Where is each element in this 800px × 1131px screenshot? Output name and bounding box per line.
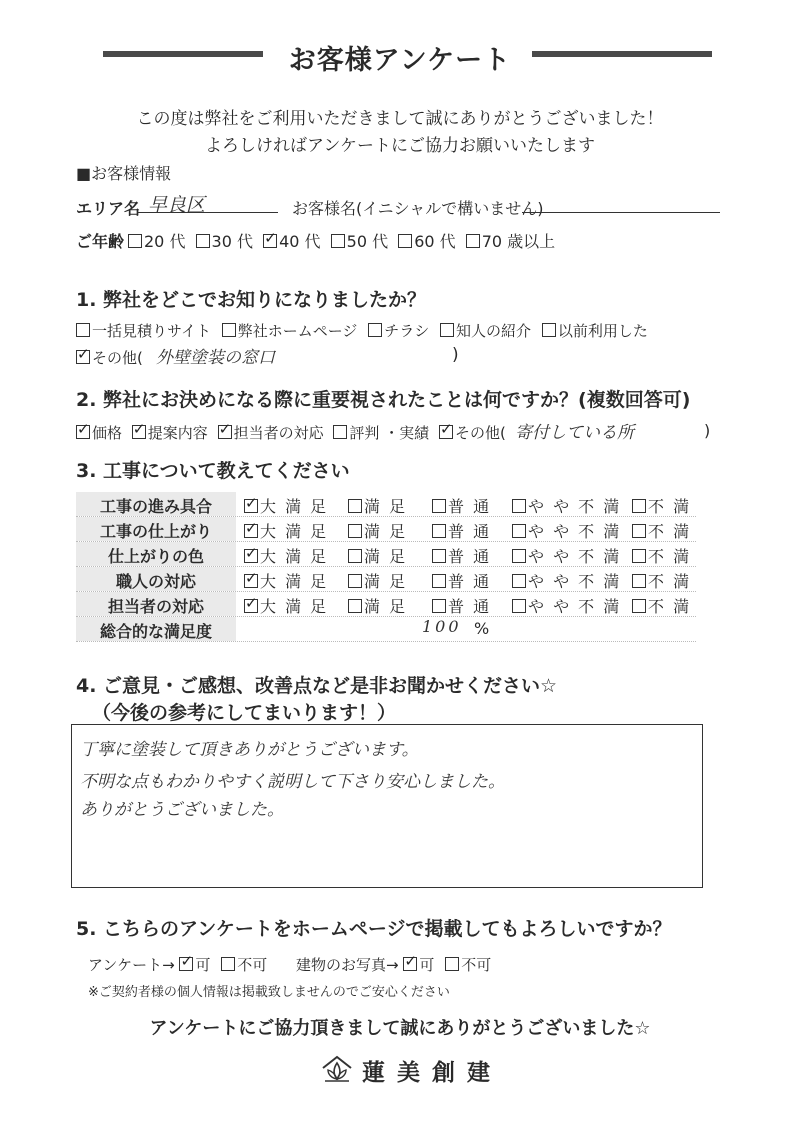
q1-option[interactable]: 以前利用した	[542, 322, 648, 340]
q5-heading: 5. こちらのアンケートをホームページで掲載してもよろしいですか？	[76, 918, 672, 940]
q1-options	[76, 320, 648, 341]
name-label: お客様名(イニシャルで構いません)	[292, 199, 544, 218]
age-options	[128, 229, 555, 252]
age-option[interactable]: 30 代	[196, 232, 253, 251]
q2-heading: 2. 弊社にお決めになる際に重要視されたことは何ですか？(複数回答可)	[76, 389, 691, 411]
rating-row-label: 仕上がりの色	[107, 547, 204, 566]
photo-no-option[interactable]: 不可	[445, 956, 491, 974]
rating-checkbox[interactable]	[632, 499, 646, 513]
survey-publish-label: アンケート→	[88, 956, 175, 974]
rating-option[interactable]: 普 通	[432, 494, 491, 517]
rating-checkbox[interactable]	[632, 574, 646, 588]
rating-row	[76, 567, 696, 591]
rating-option[interactable]: 満 足	[348, 544, 407, 567]
q2-other-close: )	[704, 421, 711, 440]
rating-row-label: 工事の進み具合	[99, 497, 212, 516]
rating-checkbox[interactable]	[432, 499, 446, 513]
rating-row-label: 職人の対応	[115, 572, 196, 591]
rating-option[interactable]: や や 不 満	[512, 544, 621, 567]
rating-checkbox[interactable]	[244, 574, 258, 588]
rating-checkbox[interactable]	[512, 574, 526, 588]
rating-checkbox[interactable]	[244, 599, 258, 613]
q1-option[interactable]: 弊社ホームページ	[222, 322, 358, 340]
rating-checkbox[interactable]	[432, 549, 446, 563]
lotus-house-icon	[320, 1052, 354, 1086]
row-divider	[76, 641, 696, 642]
intro-line-2: よろしければアンケートにご協力お願いいたします	[205, 136, 595, 156]
rating-checkbox[interactable]	[432, 524, 446, 538]
rating-checkbox[interactable]	[348, 549, 362, 563]
q2-checkbox[interactable]	[132, 425, 146, 439]
q2-options	[76, 422, 506, 443]
q1-checkbox[interactable]	[76, 323, 90, 337]
q1-other[interactable]: ✓その他(	[76, 347, 143, 368]
age-checkbox-70[interactable]	[466, 234, 480, 248]
overall-unit: %	[474, 619, 492, 638]
comment-line: 不明な点もわかりやすく説明して下さり安心しました。	[80, 772, 505, 792]
age-label: ご年齢	[76, 232, 125, 251]
rating-checkbox[interactable]	[632, 549, 646, 563]
area-label: エリア名	[76, 199, 141, 218]
q2-option[interactable]: ✓ 提案内容	[132, 424, 208, 442]
q1-other-close: )	[452, 345, 459, 365]
q2-option[interactable]: ✓ その他(	[439, 424, 506, 442]
q2-checkbox[interactable]	[333, 425, 347, 439]
name-underline	[522, 212, 720, 213]
rating-checkbox[interactable]	[632, 599, 646, 613]
rating-option[interactable]: 不 満	[632, 544, 691, 567]
rating-row	[76, 517, 696, 541]
rating-option[interactable]: 満 足	[348, 569, 407, 592]
photo-no-checkbox[interactable]	[445, 957, 459, 971]
rating-option[interactable]: や や 不 満	[512, 569, 621, 592]
rating-row	[76, 492, 696, 516]
age-option[interactable]: 20 代	[128, 232, 185, 251]
q2-checkbox[interactable]	[218, 425, 232, 439]
rating-checkbox[interactable]	[348, 499, 362, 513]
rating-checkbox[interactable]	[348, 599, 362, 613]
overall-row	[76, 617, 696, 641]
age-checkbox-60[interactable]	[398, 234, 412, 248]
rating-option[interactable]: 普 通	[432, 544, 491, 567]
q1-other-value[interactable]: 外壁塗装の窓口	[156, 348, 275, 368]
age-option[interactable]: 60 代	[398, 232, 455, 251]
q2-option[interactable]: 評判 ・実績	[333, 424, 429, 442]
q1-checkbox[interactable]	[440, 323, 454, 337]
overall-label: 総合的な満足度	[99, 622, 212, 641]
q2-checkbox[interactable]	[76, 425, 90, 439]
rating-option[interactable]: 不 満	[632, 569, 691, 592]
rating-option[interactable]: 普 通	[432, 594, 491, 617]
age-checkbox-20[interactable]	[128, 234, 142, 248]
rating-row	[76, 542, 696, 566]
rating-option[interactable]: ✓ 大 満 足	[244, 519, 328, 542]
q2-option[interactable]: ✓価格	[76, 424, 122, 442]
q1-option[interactable]: 知人の紹介	[440, 322, 531, 340]
rating-checkbox[interactable]	[512, 499, 526, 513]
q1-other-checkbox[interactable]	[76, 350, 90, 364]
comment-line: 丁寧に塗装して頂きありがとうございます。	[80, 740, 419, 760]
q4-heading: 4. ご意見・ご感想、改善点など是非お聞かせください☆	[76, 675, 558, 697]
q4-subheading: （今後の参考にしてまいります！）	[92, 702, 397, 724]
rating-row-label: 担当者の対応	[107, 597, 204, 616]
age-checkbox-50[interactable]	[331, 234, 345, 248]
rating-checkbox[interactable]	[348, 574, 362, 588]
q2-option[interactable]: ✓ 担当者の対応	[218, 424, 324, 442]
rating-checkbox[interactable]	[244, 499, 258, 513]
rating-option[interactable]: ✓ 大 満 足	[244, 594, 328, 617]
rating-checkbox[interactable]	[632, 524, 646, 538]
closing-message: アンケートにご協力頂きまして誠にありがとうございました☆	[149, 1018, 651, 1039]
rating-checkbox[interactable]	[432, 574, 446, 588]
survey-yes-option[interactable]: ✓ 可	[179, 956, 210, 974]
customer-info-heading: ■お客様情報	[76, 164, 172, 183]
rating-option[interactable]: 満 足	[348, 594, 407, 617]
privacy-note: ※ご契約者様の個人情報は掲載致しませんのでご安心ください	[88, 985, 450, 1000]
rating-option[interactable]: 不 満	[632, 594, 691, 617]
rating-checkbox[interactable]	[512, 549, 526, 563]
area-value[interactable]: 早良区	[148, 194, 206, 216]
company-name: 蓮 美 創 建	[362, 1060, 493, 1086]
rating-row-label: 工事の仕上がり	[99, 522, 212, 541]
rating-option[interactable]: ✓ 大 満 足	[244, 569, 328, 592]
rating-row	[76, 592, 696, 616]
rating-checkbox[interactable]	[244, 524, 258, 538]
photo-publish-label: 建物のお写真→	[296, 956, 399, 974]
age-checkbox-40[interactable]	[263, 234, 277, 248]
rating-checkbox[interactable]	[432, 599, 446, 613]
rating-option[interactable]: 満 足	[348, 494, 407, 517]
rating-option[interactable]: 満 足	[348, 519, 407, 542]
q1-heading: 1. 弊社をどこでお知りになりましたか？	[76, 289, 427, 311]
survey-no-option[interactable]: 不可	[221, 956, 267, 974]
rating-option[interactable]: や や 不 満	[512, 519, 621, 542]
age-option[interactable]: 50 代	[331, 232, 388, 251]
page-title: お客様アンケート	[288, 45, 512, 76]
q1-checkbox[interactable]	[542, 323, 556, 337]
age-option[interactable]: ✓ 40 代	[263, 232, 320, 251]
area-underline	[138, 212, 278, 213]
photo-yes-option[interactable]: ✓ 可	[403, 956, 434, 974]
rating-checkbox[interactable]	[512, 599, 526, 613]
rating-checkbox[interactable]	[512, 524, 526, 538]
comment-line: ありがとうございました。	[80, 800, 284, 820]
survey-no-checkbox[interactable]	[221, 957, 235, 971]
rating-option[interactable]: や や 不 満	[512, 594, 621, 617]
age-checkbox-30[interactable]	[196, 234, 210, 248]
q3-heading: 3. 工事について教えてください	[76, 460, 350, 482]
q1-checkbox[interactable]	[222, 323, 236, 337]
rating-option[interactable]: や や 不 満	[512, 494, 621, 517]
q1-option[interactable]: チラシ	[368, 322, 429, 340]
q2-checkbox[interactable]	[439, 425, 453, 439]
rating-option[interactable]: ✓ 大 満 足	[244, 494, 328, 517]
q1-option[interactable]: 一括見積りサイト	[76, 322, 211, 340]
rating-option[interactable]: 普 通	[432, 569, 491, 592]
survey-yes-checkbox[interactable]	[179, 957, 193, 971]
rating-option[interactable]: 不 満	[632, 494, 691, 517]
photo-yes-checkbox[interactable]	[403, 957, 417, 971]
q2-other-value[interactable]: 寄付している所	[515, 423, 634, 443]
q1-checkbox[interactable]	[368, 323, 382, 337]
overall-value[interactable]: 100	[422, 617, 462, 636]
rating-checkbox[interactable]	[348, 524, 362, 538]
rating-checkbox[interactable]	[244, 549, 258, 563]
rating-option[interactable]: ✓ 大 満 足	[244, 544, 328, 567]
comment-box[interactable]	[71, 724, 703, 888]
q5-options	[88, 954, 491, 975]
rating-option[interactable]: 不 満	[632, 519, 691, 542]
intro-line-1: この度は弊社をご利用いただきまして誠にありがとうございました！	[136, 109, 664, 129]
rating-option[interactable]: 普 通	[432, 519, 491, 542]
age-option[interactable]: 70 歳以上	[466, 232, 555, 251]
